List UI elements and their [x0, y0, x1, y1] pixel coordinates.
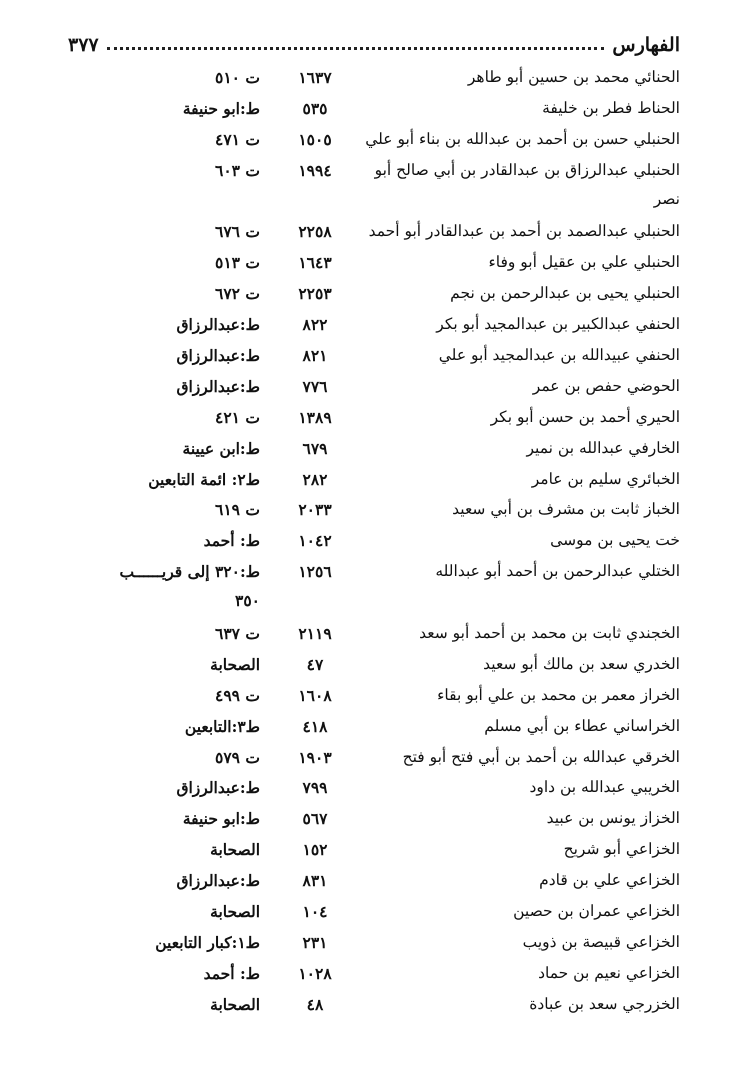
- entry-num: ٧٧٦: [302, 376, 328, 396]
- index-entry: [0, 836, 743, 867]
- page-number: ٣٧٧: [68, 34, 99, 56]
- index-entry: [0, 991, 743, 1022]
- entry-num: ٨٢١: [302, 346, 328, 366]
- entry-name: الخزرجي سعد بن عبادة: [529, 994, 680, 1013]
- entry-name: الخزاعي علي بن قادم: [539, 871, 680, 890]
- entry-num: ١٦٠٨: [298, 685, 332, 705]
- entry-note: الصحابة: [210, 654, 260, 674]
- index-entry: [0, 280, 743, 311]
- entry-name: الخراز معمر بن محمد بن علي أبو بقاء: [437, 685, 680, 704]
- entry-note: ت ٥٧٩: [215, 747, 260, 767]
- entry-name: الحنبلي علي بن عقيل أبو وفاء: [488, 253, 680, 272]
- index-entry: [0, 496, 743, 527]
- index-entry: [0, 960, 743, 991]
- entry-note: ط:عبدالرزاق: [176, 376, 260, 396]
- entry-name: الخزاز يونس بن عبيد: [546, 809, 680, 828]
- entry-note: ت ٦١٩: [215, 500, 260, 520]
- entry-name: الحنفي عبدالكبير بن عبدالمجيد أبو بكر: [436, 315, 680, 334]
- index-entry: [0, 188, 743, 219]
- section-title: الفهارس: [612, 34, 680, 56]
- index-entry: [0, 527, 743, 558]
- entry-num: ٨٢٢: [302, 315, 328, 335]
- entry-num: ٢١١٩: [298, 624, 332, 644]
- entry-note: ط:ابن عيينة: [182, 438, 260, 458]
- entry-note: ت ٦٧٢: [215, 284, 260, 304]
- entry-num: ١٠٤: [302, 902, 328, 922]
- entry-note: ط:ابو حنيفة: [182, 809, 260, 829]
- index-entry: [0, 805, 743, 836]
- entry-name: خت يحيى بن موسى: [550, 531, 680, 550]
- index-entry: [0, 342, 743, 373]
- entry-note: ت ٤٢١: [215, 407, 260, 427]
- entry-name: الخزاعي عمران بن حصين: [513, 902, 680, 921]
- entry-num: ١٠٢٨: [298, 963, 332, 983]
- entry-num: ١٦٣٧: [298, 68, 332, 87]
- entry-name: الحوضي حفص بن عمر: [532, 376, 680, 395]
- entry-note: ط:٣٢٠ إلى قريــــــب: [119, 562, 260, 582]
- index-entry: [0, 867, 743, 898]
- index-list: [0, 64, 743, 1022]
- entry-num: ٤٨: [306, 994, 324, 1014]
- entry-num: ١٠٤٢: [298, 531, 332, 551]
- entry-num: ١٦٤٣: [298, 253, 332, 273]
- index-entry: [0, 126, 743, 157]
- entry-note: ط: أحمد: [203, 963, 260, 983]
- index-entry: [0, 157, 743, 188]
- entry-num: ١٣٨٩: [298, 407, 332, 427]
- entry-note: ت ٤٧١: [215, 129, 260, 149]
- entry-name: الحنبلي حسن بن أحمد بن عبدالله بن بناء أبو علي: [365, 129, 680, 148]
- entry-num: ٤٧: [306, 654, 324, 674]
- entry-note: ط:عبدالرزاق: [176, 346, 260, 366]
- entry-num: ١٥٠٥: [298, 129, 332, 149]
- entry-num: ٨٣١: [302, 871, 328, 891]
- entry-note: ط٢: ائمة التابعين: [148, 469, 260, 489]
- entry-num: ٧٩٩: [302, 778, 328, 798]
- entry-name: الخرقي عبدالله بن أحمد بن أبي فتح أبو فتح: [402, 747, 680, 766]
- entry-name: الختلي عبدالرحمن بن أحمد أبو عبدالله: [435, 562, 680, 581]
- entry-num: ٢٢٥٨: [298, 222, 332, 242]
- entry-note: الصحابة: [210, 994, 260, 1014]
- entry-name: الحناط فطر بن خليفة: [542, 98, 680, 117]
- index-entry: [0, 929, 743, 960]
- entry-note: الصحابة: [210, 840, 260, 860]
- entry-note: ط:ابو حنيفة: [182, 98, 260, 118]
- entry-name: الحنفي عبيدالله بن عبدالمجيد أبو علي: [438, 346, 680, 365]
- entry-name: الحنائي محمد بن حسين أبو طاهر: [467, 68, 680, 86]
- index-entry: [0, 404, 743, 435]
- index-entry: [0, 218, 743, 249]
- index-entry: [0, 311, 743, 342]
- entry-num: ١٢٥٦: [298, 562, 332, 582]
- entry-name: الخراساني عطاء بن أبي مسلم: [484, 716, 680, 735]
- entry-num: ١٩٩٤: [298, 160, 332, 180]
- entry-name: الحنبلي عبدالصمد بن أحمد بن عبدالقادر أبو أحمد: [368, 222, 680, 241]
- entry-num: ٢٠٣٣: [298, 500, 332, 520]
- entry-note: ط:عبدالرزاق: [176, 315, 260, 335]
- entry-num: ١٩٠٣: [298, 747, 332, 767]
- index-entry: [0, 466, 743, 497]
- index-entry: [0, 620, 743, 651]
- entry-name: الخزاعي نعيم بن حماد: [538, 963, 680, 982]
- entry-note: ط١:كبار التابعين: [155, 932, 260, 952]
- entry-note: ط: أحمد: [203, 531, 260, 551]
- entry-num: ٥٣٥: [302, 98, 328, 118]
- entry-num: ٢٢٥٣: [298, 284, 332, 304]
- entry-note: ت ٦٧٦: [215, 222, 260, 242]
- entry-name: الحنبلي عبدالرزاق بن عبدالقادر بن أبي صالح أبو: [374, 160, 680, 179]
- index-entry: [0, 64, 743, 95]
- entry-name: الخريبي عبدالله بن داود: [529, 778, 680, 797]
- index-entry: [0, 435, 743, 466]
- entry-note: ت ٥١٠: [215, 68, 260, 87]
- entry-num: ٦٧٩: [302, 438, 328, 458]
- entry-name: الحنبلي يحيى بن عبدالرحمن بن نجم: [450, 284, 680, 303]
- entry-name: الخبائري سليم بن عامر: [531, 469, 680, 488]
- entry-note: ٣٥٠: [235, 591, 260, 611]
- index-entry: [0, 774, 743, 805]
- index-entry: [0, 249, 743, 280]
- entry-name: الخزاعي أبو شريح: [563, 840, 680, 859]
- index-entry: [0, 682, 743, 713]
- dotted-leader: [107, 47, 605, 50]
- index-entry: [0, 589, 743, 620]
- index-entry: [0, 651, 743, 682]
- entry-name: الحيري أحمد بن حسن أبو بكر: [490, 407, 680, 426]
- entry-note: الصحابة: [210, 902, 260, 922]
- entry-name: الخدري سعد بن مالك أبو سعيد: [483, 654, 680, 673]
- entry-note: ت ٦٣٧: [215, 624, 260, 644]
- entry-num: ٢٨٢: [302, 469, 328, 489]
- entry-num: ٥٦٧: [302, 809, 328, 829]
- entry-note: ت ٤٩٩: [215, 685, 260, 705]
- entry-num: ٢٣١: [302, 932, 328, 952]
- entry-name: الخجندي ثابت بن محمد بن أحمد أبو سعد: [419, 624, 680, 643]
- page-header: [68, 30, 680, 60]
- entry-note: ت ٦٠٣: [215, 160, 260, 180]
- entry-name: الخباز ثابت بن مشرف بن أبي سعيد: [452, 500, 680, 519]
- entry-note: ط٣:التابعين: [184, 716, 260, 736]
- entry-note: ت ٥١٣: [215, 253, 260, 273]
- index-entry: [0, 95, 743, 126]
- index-entry: [0, 558, 743, 589]
- entry-name: الخارفي عبدالله بن نمير: [526, 438, 680, 457]
- entry-name: الخزاعي قبيصة بن ذويب: [522, 932, 680, 951]
- entry-num: ٤١٨: [302, 716, 328, 736]
- index-entry: [0, 898, 743, 929]
- index-entry: [0, 713, 743, 744]
- index-entry: [0, 373, 743, 404]
- entry-name: نصر: [653, 189, 680, 208]
- entry-note: ط:عبدالرزاق: [176, 778, 260, 798]
- entry-note: ط:عبدالرزاق: [176, 871, 260, 891]
- entry-num: ١٥٢: [302, 840, 328, 860]
- index-entry: [0, 744, 743, 775]
